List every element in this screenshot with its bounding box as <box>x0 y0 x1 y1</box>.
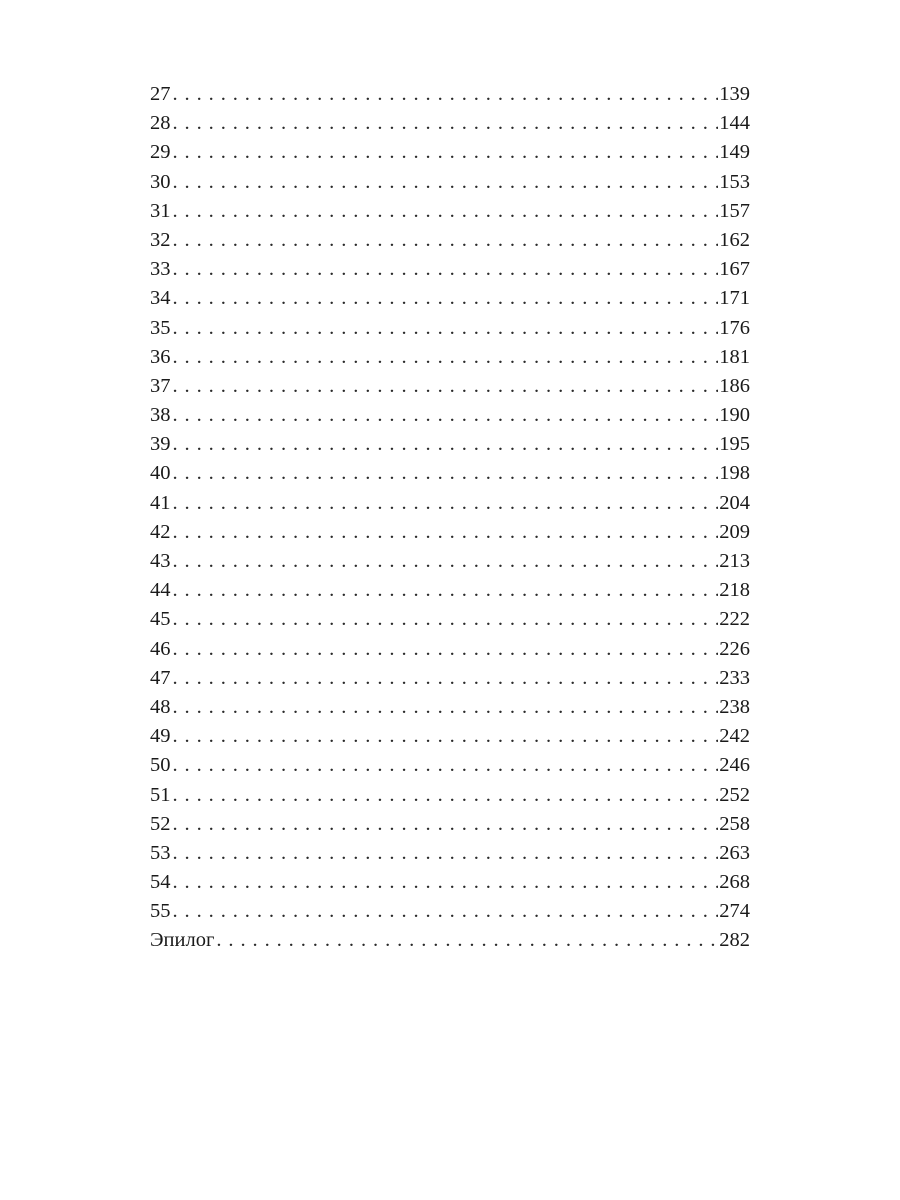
toc-entry-page-number: 258 <box>719 812 750 835</box>
toc-dot-leader <box>173 430 719 459</box>
toc-entry-page-number: 242 <box>719 725 750 748</box>
toc-entry <box>150 138 750 167</box>
toc-dot-leader <box>173 781 719 810</box>
toc-entry-label: 52 <box>150 812 171 835</box>
toc-entry-page-number: 274 <box>719 900 750 923</box>
toc-entry-page-number: 162 <box>719 228 750 251</box>
toc-entry-label: 54 <box>150 871 171 894</box>
toc-entry <box>150 430 750 459</box>
toc-entry <box>150 284 750 313</box>
toc-entry-label: 53 <box>150 841 171 864</box>
toc-entry <box>150 547 750 576</box>
toc-entry <box>150 489 750 518</box>
toc-entry <box>150 751 750 780</box>
toc-entry-page-number: 181 <box>719 345 750 368</box>
toc-entry <box>150 781 750 810</box>
toc-entry-label: 46 <box>150 637 171 660</box>
toc-entry-label: 45 <box>150 608 171 631</box>
toc-entry-page-number: 149 <box>719 141 750 164</box>
toc-entry-page-number: 190 <box>719 404 750 427</box>
toc-entry <box>150 109 750 138</box>
toc-dot-leader <box>173 401 719 430</box>
toc-entry-label: 37 <box>150 374 171 397</box>
toc-dot-leader <box>173 576 719 605</box>
toc-entry-page-number: 144 <box>719 112 750 135</box>
toc-entry-label: Эпилог <box>150 929 215 952</box>
toc-entry <box>150 314 750 343</box>
toc-entry <box>150 459 750 488</box>
toc-entry-page-number: 263 <box>719 841 750 864</box>
toc-dot-leader <box>173 284 719 313</box>
toc-entry-page-number: 139 <box>719 83 750 105</box>
toc-dot-leader <box>173 868 719 897</box>
table-of-contents <box>150 80 750 956</box>
toc-dot-leader <box>173 605 719 634</box>
toc-entry <box>150 518 750 547</box>
toc-dot-leader <box>173 459 719 488</box>
toc-entry <box>150 693 750 722</box>
toc-entry-page-number: 176 <box>719 316 750 339</box>
toc-entry-page-number: 268 <box>719 871 750 894</box>
toc-dot-leader <box>173 138 719 167</box>
toc-entry-page-number: 218 <box>719 579 750 602</box>
toc-entry <box>150 664 750 693</box>
toc-dot-leader <box>173 722 719 751</box>
toc-entry-page-number: 186 <box>719 374 750 397</box>
toc-entry-label: 55 <box>150 900 171 923</box>
toc-entry <box>150 635 750 664</box>
toc-dot-leader <box>173 168 719 197</box>
toc-entry-page-number: 198 <box>719 462 750 485</box>
toc-entry-label: 34 <box>150 287 171 310</box>
toc-entry-page-number: 153 <box>719 170 750 193</box>
toc-entry <box>150 401 750 430</box>
toc-entry <box>150 372 750 401</box>
toc-entry-page-number: 167 <box>719 258 750 281</box>
toc-dot-leader <box>173 547 719 576</box>
toc-dot-leader <box>216 926 718 955</box>
toc-entry-label: 29 <box>150 141 171 164</box>
toc-dot-leader <box>173 693 719 722</box>
toc-entry-label: 40 <box>150 462 171 485</box>
toc-dot-leader <box>173 372 719 401</box>
toc-dot-leader <box>173 664 719 693</box>
toc-entry-label: 48 <box>150 695 171 718</box>
toc-entry-label: 35 <box>150 316 171 339</box>
toc-entry-label: 42 <box>150 520 171 543</box>
toc-entry <box>150 926 750 955</box>
toc-entry-page-number: 222 <box>719 608 750 631</box>
toc-entry <box>150 576 750 605</box>
toc-entry <box>150 722 750 751</box>
toc-entry <box>150 868 750 897</box>
toc-entry-page-number: 209 <box>719 520 750 543</box>
toc-dot-leader <box>173 80 719 109</box>
toc-entry-label: 28 <box>150 112 171 135</box>
toc-entry-page-number: 204 <box>719 491 750 514</box>
toc-dot-leader <box>173 197 719 226</box>
toc-entry-label: 38 <box>150 404 171 427</box>
toc-dot-leader <box>173 897 719 926</box>
toc-dot-leader <box>173 226 719 255</box>
toc-dot-leader <box>173 489 719 518</box>
toc-entry-page-number: 233 <box>719 666 750 689</box>
toc-entry <box>150 605 750 634</box>
toc-dot-leader <box>173 255 719 284</box>
toc-entry-label: 41 <box>150 491 171 514</box>
toc-entry-page-number: 252 <box>719 783 750 806</box>
toc-entry-page-number: 282 <box>719 929 750 952</box>
toc-dot-leader <box>173 751 719 780</box>
toc-entry-label: 43 <box>150 550 171 572</box>
toc-entry-page-number: 238 <box>719 695 750 718</box>
toc-dot-leader <box>173 839 719 868</box>
toc-entry-label: 30 <box>150 170 171 193</box>
toc-dot-leader <box>173 635 719 664</box>
toc-entry-label: 39 <box>150 433 171 456</box>
toc-entry <box>150 197 750 226</box>
toc-entry-page-number: 226 <box>719 637 750 660</box>
toc-entry-page-number: 213 <box>719 550 750 572</box>
toc-entry <box>150 839 750 868</box>
toc-entry-label: 36 <box>150 345 171 368</box>
toc-entry-label: 49 <box>150 725 171 748</box>
toc-entry-label: 50 <box>150 754 171 777</box>
toc-entry-label: 31 <box>150 199 171 222</box>
toc-entry <box>150 80 750 109</box>
toc-entry-page-number: 195 <box>719 433 750 456</box>
toc-entry <box>150 897 750 926</box>
toc-entry <box>150 255 750 284</box>
toc-dot-leader <box>173 343 719 372</box>
toc-entry-label: 44 <box>150 579 171 602</box>
toc-entry-page-number: 157 <box>719 199 750 222</box>
toc-dot-leader <box>173 518 719 547</box>
toc-entry-label: 33 <box>150 258 171 281</box>
toc-dot-leader <box>173 109 719 138</box>
toc-entry <box>150 226 750 255</box>
toc-entry-label: 47 <box>150 666 171 689</box>
toc-entry-label: 51 <box>150 783 171 806</box>
toc-entry-page-number: 246 <box>719 754 750 777</box>
toc-dot-leader <box>173 810 719 839</box>
toc-entry <box>150 343 750 372</box>
toc-entry-page-number: 171 <box>719 287 750 310</box>
toc-entry <box>150 810 750 839</box>
toc-dot-leader <box>173 314 719 343</box>
toc-entry-label: 32 <box>150 228 171 251</box>
toc-entry <box>150 168 750 197</box>
toc-entry-label: 27 <box>150 83 171 105</box>
